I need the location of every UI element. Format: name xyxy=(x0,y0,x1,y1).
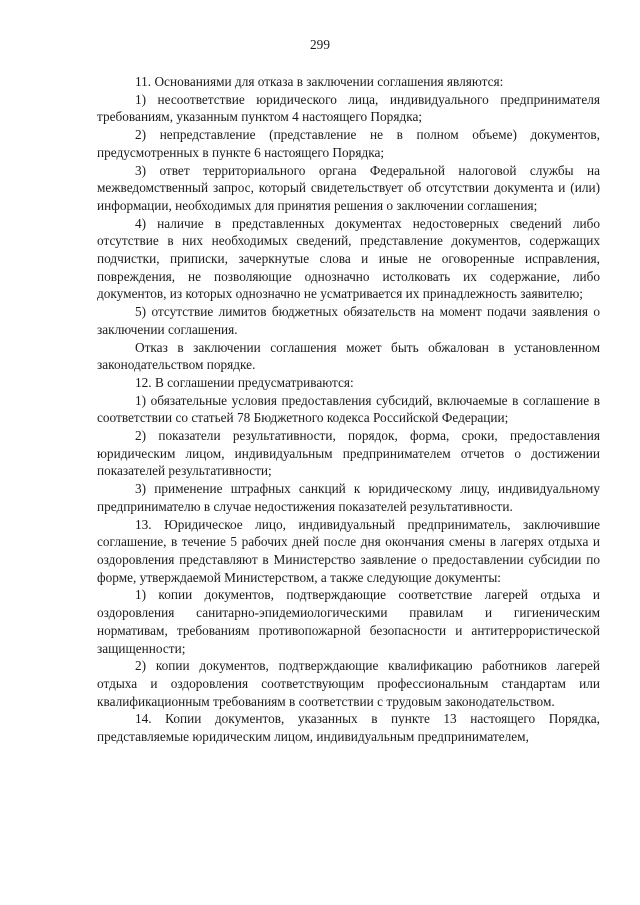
paragraph: 4) наличие в представленных документах недостоверных сведений либо отсутствие в них необходимых сведений, представление документов, содержащих подчистки, приписки, зачеркнутые слова и иные не оговоренные исправления, повреждения, не позволяющие однозначно истолковать их содержание, либо документов, из которых однозначно не усматривается их принадлежность заявителю; xyxy=(97,215,600,302)
paragraph: 3) применение штрафных санкций к юридическому лицу, индивидуальному предпринимателю в случае недостижения показателей результативности. xyxy=(97,481,600,514)
paragraph: Отказ в заключении соглашения может быть обжалован в установленном законодательством порядке. xyxy=(97,339,600,373)
paragraph: 2) копии документов, подтверждающие квалификацию работников лагерей отдыха и оздоровления соответствующим профессиональным стандартам или квалификационным требованиям в соответствии с трудовым законодательством. xyxy=(97,658,600,709)
paragraph: 13. Юридическое лицо, индивидуальный предприниматель, заключившие соглашение, в течение 5 рабочих дней после дня окончания смены в лагерях отдыха и оздоровления представляют в Министерство заявление о предоставлении субсидии по форме, утверждаемой Министерством, а также следующие документы: xyxy=(97,516,600,585)
page-number: 299 xyxy=(310,37,330,52)
paragraph: 14. Копии документов, указанных в пункте 13 настоящего Порядка, представляемые юридическим лицом, индивидуальным предпринимателем, xyxy=(97,711,600,745)
paragraph: 3) ответ территориального органа Федеральной налоговой службы на межведомственный запрос, который свидетельствует об отсутствии документа и (или) информации, необходимых для принятия решения о заключении соглашения; xyxy=(97,162,600,213)
paragraph: 11. Основаниями для отказа в заключении соглашения являются: xyxy=(135,74,504,89)
paragraph: 5) отсутствие лимитов бюджетных обязательств на момент подачи заявления о заключении соглашения. xyxy=(97,304,600,337)
paragraph: 2) непредставление (представление не в полном объеме) документов, предусмотренных в пункте 6 настоящего Порядка; xyxy=(97,127,600,160)
paragraph: 2) показатели результативности, порядок, форма, сроки, предоставления юридическим лицом, индивидуальным предпринимателем отчетов о достижении показателей результативности; xyxy=(97,428,600,479)
document-body xyxy=(97,73,600,746)
paragraph: 1) несоответствие юридического лица, индивидуального предпринимателя требованиям, указанным пунктом 4 настоящего Порядка; xyxy=(97,91,600,125)
paragraph: 1) обязательные условия предоставления субсидий, включаемые в соглашение в соответствии со статьей 78 Бюджетного кодекса Российской Федерации; xyxy=(97,392,600,426)
paragraph: 12. В соглашении предусматриваются: xyxy=(135,374,354,390)
paragraph: 1) копии документов, подтверждающие соответствие лагерей отдыха и оздоровления санитарно-эпидемиологическими правилам и гигиеническим нормативам, требованиям противопожарной безопасности и антитеррористической защищенности; xyxy=(97,587,600,656)
